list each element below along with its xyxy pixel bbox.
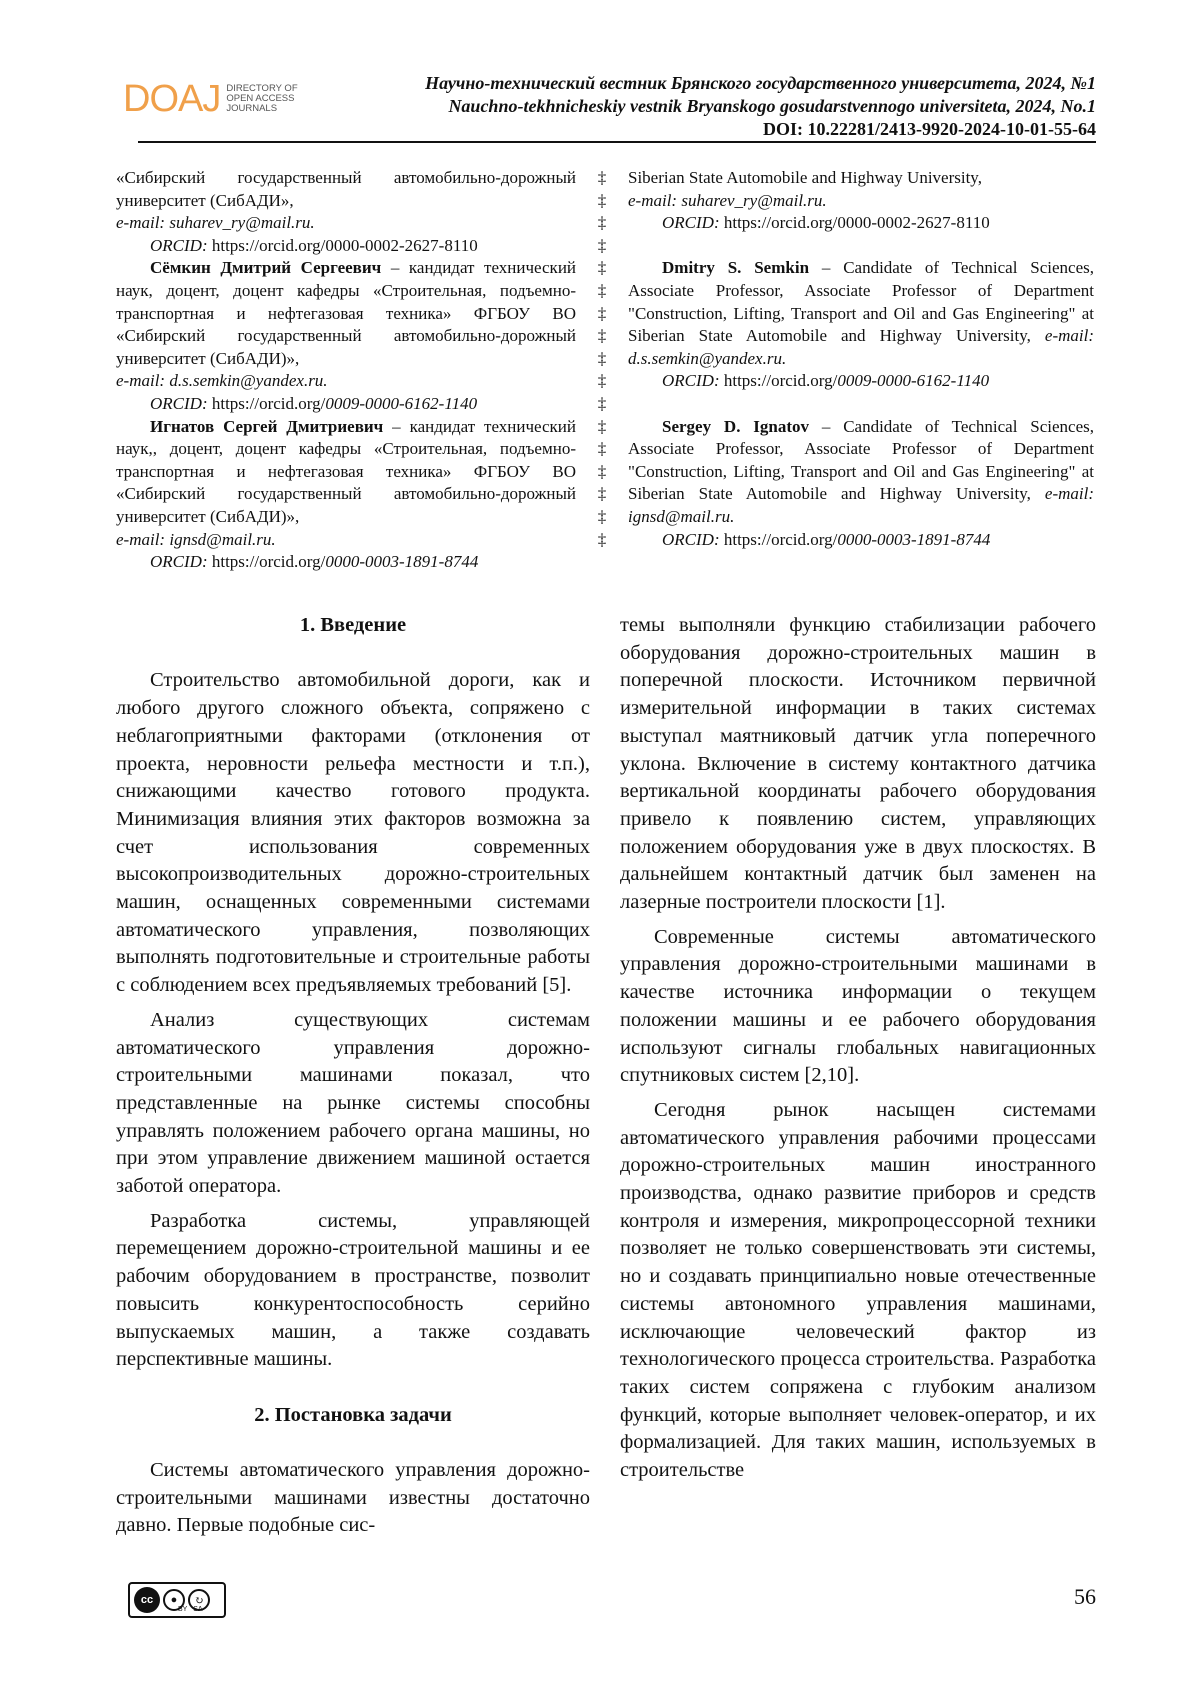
paragraph-continued: темы выполняли функцию стабилизации рабочего оборудования дорожно-строительных машин в поперечной плоскости. Источником первичной измерительной информации в таких системах выступал маятниковый датчик угла поперечного уклона. Включение в систему контактного датчика вертикальной координаты рабочего оборудования привело к появлению систем, управляющих положением оборудования уже в двух плоскостях. В дальнейшем контактный датчик был заменен на лазерные построители плоскости [1]. [620,614,1096,914]
authors-en: Siberian State Automobile and Highway University, e-mail: suharev_ry@mail.ru. ORCID: https://orcid.org/0000-0002-2627-8110 Dmitry S. Semkin – Candidate of Technical Sciences, Associate Professor, Associate Professor of Department "Construction, Lifting, Transport and Oil and Gas Engineering" at Siberian State Automobile and Highway University, e-mail: d.s.semkin@yandex.ru. ORCID: https://orcid.org/0009-0000-6162-1140 Sergey D. Ignatov – Candidate of Technical Sciences, Associate Professor, Associate Professor of Department "Construction, Lifting, Transport and Oil and Gas Engineering" at Siberian State Automobile and Highway University, e-mail: ignsd@mail.ru. ORCID: https://orcid.org/0000-0003-1891-8744 [628,168,1095,549]
paragraph: Анализ существующих системам автоматического управления дорожно-строительными машинами показал, что представленные на рынке системы способны управлять положением рабочего органа машины, но при этом управление движением машиной остается заботой оператора. [116,1008,590,1198]
author3-email-en[interactable]: ignsd@mail.ru. [628,506,735,526]
column-divider: ‡ ‡ ‡ ‡ ‡ ‡ ‡ ‡ ‡ ‡ ‡ ‡ ‡ ‡ ‡ ‡ ‡ [597,168,607,549]
author3-bio-ru: Игнатов Сергей Дмитриевич – кандидат технический наук,, доцент, доцент кафедры «Строительная, подъемно-транспортная и нефтегазовая техника» ФГБОУ ВО «Сибирский государственный автомобильно-дорожный университет (СибАДИ)», [116,416,576,526]
author3-email[interactable]: ignsd@mail.ru. [169,529,276,549]
paragraph: Системы автоматического управления дорожно-строительными машинами известны достаточно давно. Первые подобные сис- [116,1459,590,1537]
author3-name-en: Sergey D. Ignatov [662,416,810,436]
author2-email[interactable]: d.s.semkin@yandex.ru. [169,371,328,391]
author2-bio-ru: Сёмкин Дмитрий Сергеевич – кандидат технический наук, доцент, доцент кафедры «Строительная, подъемно-транспортная и нефтегазовая техника» ФГБОУ ВО «Сибирский государственный автомобильно-дорожный университет (СибАДИ)», [116,258,577,368]
doaj-logo [123,78,298,120]
paragraph: Сегодня рынок насыщен системами автоматического управления рабочими процессами дорожно-строительных машин иностранного производства, однако развитие приборов и средств контроля и измерения, микропроцессорной техники позволяет не только совершенствовать эти системы, но и создавать принципиально новые отечественные системы автономного управления машинами, исключающие человеческий фактор из технологического процесса строительства. Разработка таких систем сопряжена с глубоким анализом функций, которые выполняет человек-оператор, и их формализацией. Для таких машин, используемых в строительстве [620,1098,1096,1482]
author2-bio-en: Dmitry S. Semkin – Candidate of Technical Sciences, Associate Professor, Associate Professor of Department "Construction, Lifting, Transport and Oil and Gas Engineering" at Siberian State Automobile and Highway University, e-mail: d.s.semkin@yandex.ru. [628,258,1094,368]
author1-affiliation-en: Siberian State Automobile and Highway University, [628,168,982,187]
author2-email-en[interactable]: d.s.semkin@yandex.ru. [628,348,787,368]
running-header [425,72,1096,141]
header-rule [138,141,1096,143]
author2-name: Сёмкин Дмитрий Сергеевич [150,258,382,278]
author1-email[interactable]: suharev_ry@mail.ru. [169,213,315,233]
author1-affiliation-ru: «Сибирский государственный автомобильно-дорожный университет (СибАДИ», [116,168,576,210]
body-column-left [116,612,590,1540]
author2-name-en: Dmitry S. Semkin [662,258,810,278]
body-column-right [620,612,1096,1485]
author3-bio-en: Sergey D. Ignatov – Candidate of Technical Sciences, Associate Professor, Associate Professor of Department "Construction, Lifting, Transport and Oil and Gas Engineering" at Siberian State Automobile and Highway University, e-mail: ignsd@mail.ru. [628,416,1095,526]
author2-orcid-link-en[interactable]: https://orcid.org/0009-0000-6162-1140 [723,371,990,391]
section-heading-introduction: 1. Введение [299,614,407,636]
author2-orcid-link[interactable]: https://orcid.org/0009-0000-6162-1140 [211,393,478,413]
by-icon: ● [163,1589,185,1611]
cc-by-sa-license-badge[interactable] [128,1582,226,1618]
doaj-logo-mark: DOAJ [123,78,221,120]
paragraph: Разработка системы, управляющей перемещением дорожно-строительной машины и ее рабочим оборудованием в пространстве, позволит повысить конкурентоспособность серийно выпускаемых машин, а также создавать перспективные машины. [116,1209,590,1371]
author1-orcid-link[interactable]: https://orcid.org/0000-0002-2627-8110 [211,235,478,255]
author3-name: Игнатов Сергей Дмитриевич [150,416,384,436]
sa-icon: ↻ [188,1589,210,1611]
license-labels: BY SA [178,1606,203,1613]
page-number: 56 [1074,1584,1096,1609]
section-heading-problem: 2. Постановка задачи [254,1403,452,1426]
author1-orcid-link-en[interactable]: https://orcid.org/0000-0002-2627-8110 [723,213,990,233]
journal-title-en: Nauchno-tekhnicheskiy vestnik Bryanskogo gosudarstvennogo universiteta, 2024, No.1 [448,96,1096,116]
authors-ru: «Сибирский государственный автомобильно-дорожный университет (СибАДИ», e-mail: suharev_ry@mail.ru. ORCID: https://orcid.org/0000-0002-2627-8110 Сёмкин Дмитрий Сергеевич – кандидат технический наук, доцент, доцент кафедры «Строительная, подъемно-транспортная и нефтегазовая техника» ФГБОУ ВО «Сибирский государственный автомобильно-дорожный университет (СибАДИ)», e-mail: d.s.semkin@yandex.ru. ORCID: https://orcid.org/0009-0000-6162-1140 Игнатов Сергей Дмитриевич – кандидат технический наук,, доцент, доцент кафедры «Строительная, подъемно-транспортная и нефтегазовая техника» ФГБОУ ВО «Сибирский государственный автомобильно-дорожный университет (СибАДИ)», e-mail: ignsd@mail.ru. ORCID: https://orcid.org/0000-0003-1891-8744 [116,168,577,572]
author3-orcid-link-en[interactable]: https://orcid.org/0000-0003-1891-8744 [723,529,991,549]
doaj-logo-subtitle: DIRECTORY OF OPEN ACCESS JOURNALS [226,83,298,114]
doi-link[interactable]: DOI: 10.22281/2413-9920-2024-10-01-55-64 [763,119,1096,139]
paragraph: Современные системы автоматического управления дорожно-строительными машинами в качестве источника информации о текущем положении машины и ее рабочего оборудования используют сигналы глобальных навигационных спутниковых систем [2,10]. [620,925,1096,1087]
journal-title-ru: Научно-технический вестник Брянского государственного университета, 2024, №1 [425,73,1096,93]
cc-icon: cc [134,1587,160,1613]
author3-orcid-link[interactable]: https://orcid.org/0000-0003-1891-8744 [211,552,479,572]
author1-email-en[interactable]: suharev_ry@mail.ru. [681,190,827,210]
paragraph: Строительство автомобильной дороги, как и любого другого сложного объекта, сопряжено с неблагоприятными факторами (отклонения от проекта, неровности рельефа местности и т.п.), снижающими качество готового продукта. Минимизация влияния этих факторов возможна за счет использования современных высокопроизводительных дорожно-строительных машин, оснащенных современными системами автоматического управления, позволяющих выполнять подготовительные и строительные работы с соблюдением всех предъявляемых требований [5]. [116,669,590,997]
